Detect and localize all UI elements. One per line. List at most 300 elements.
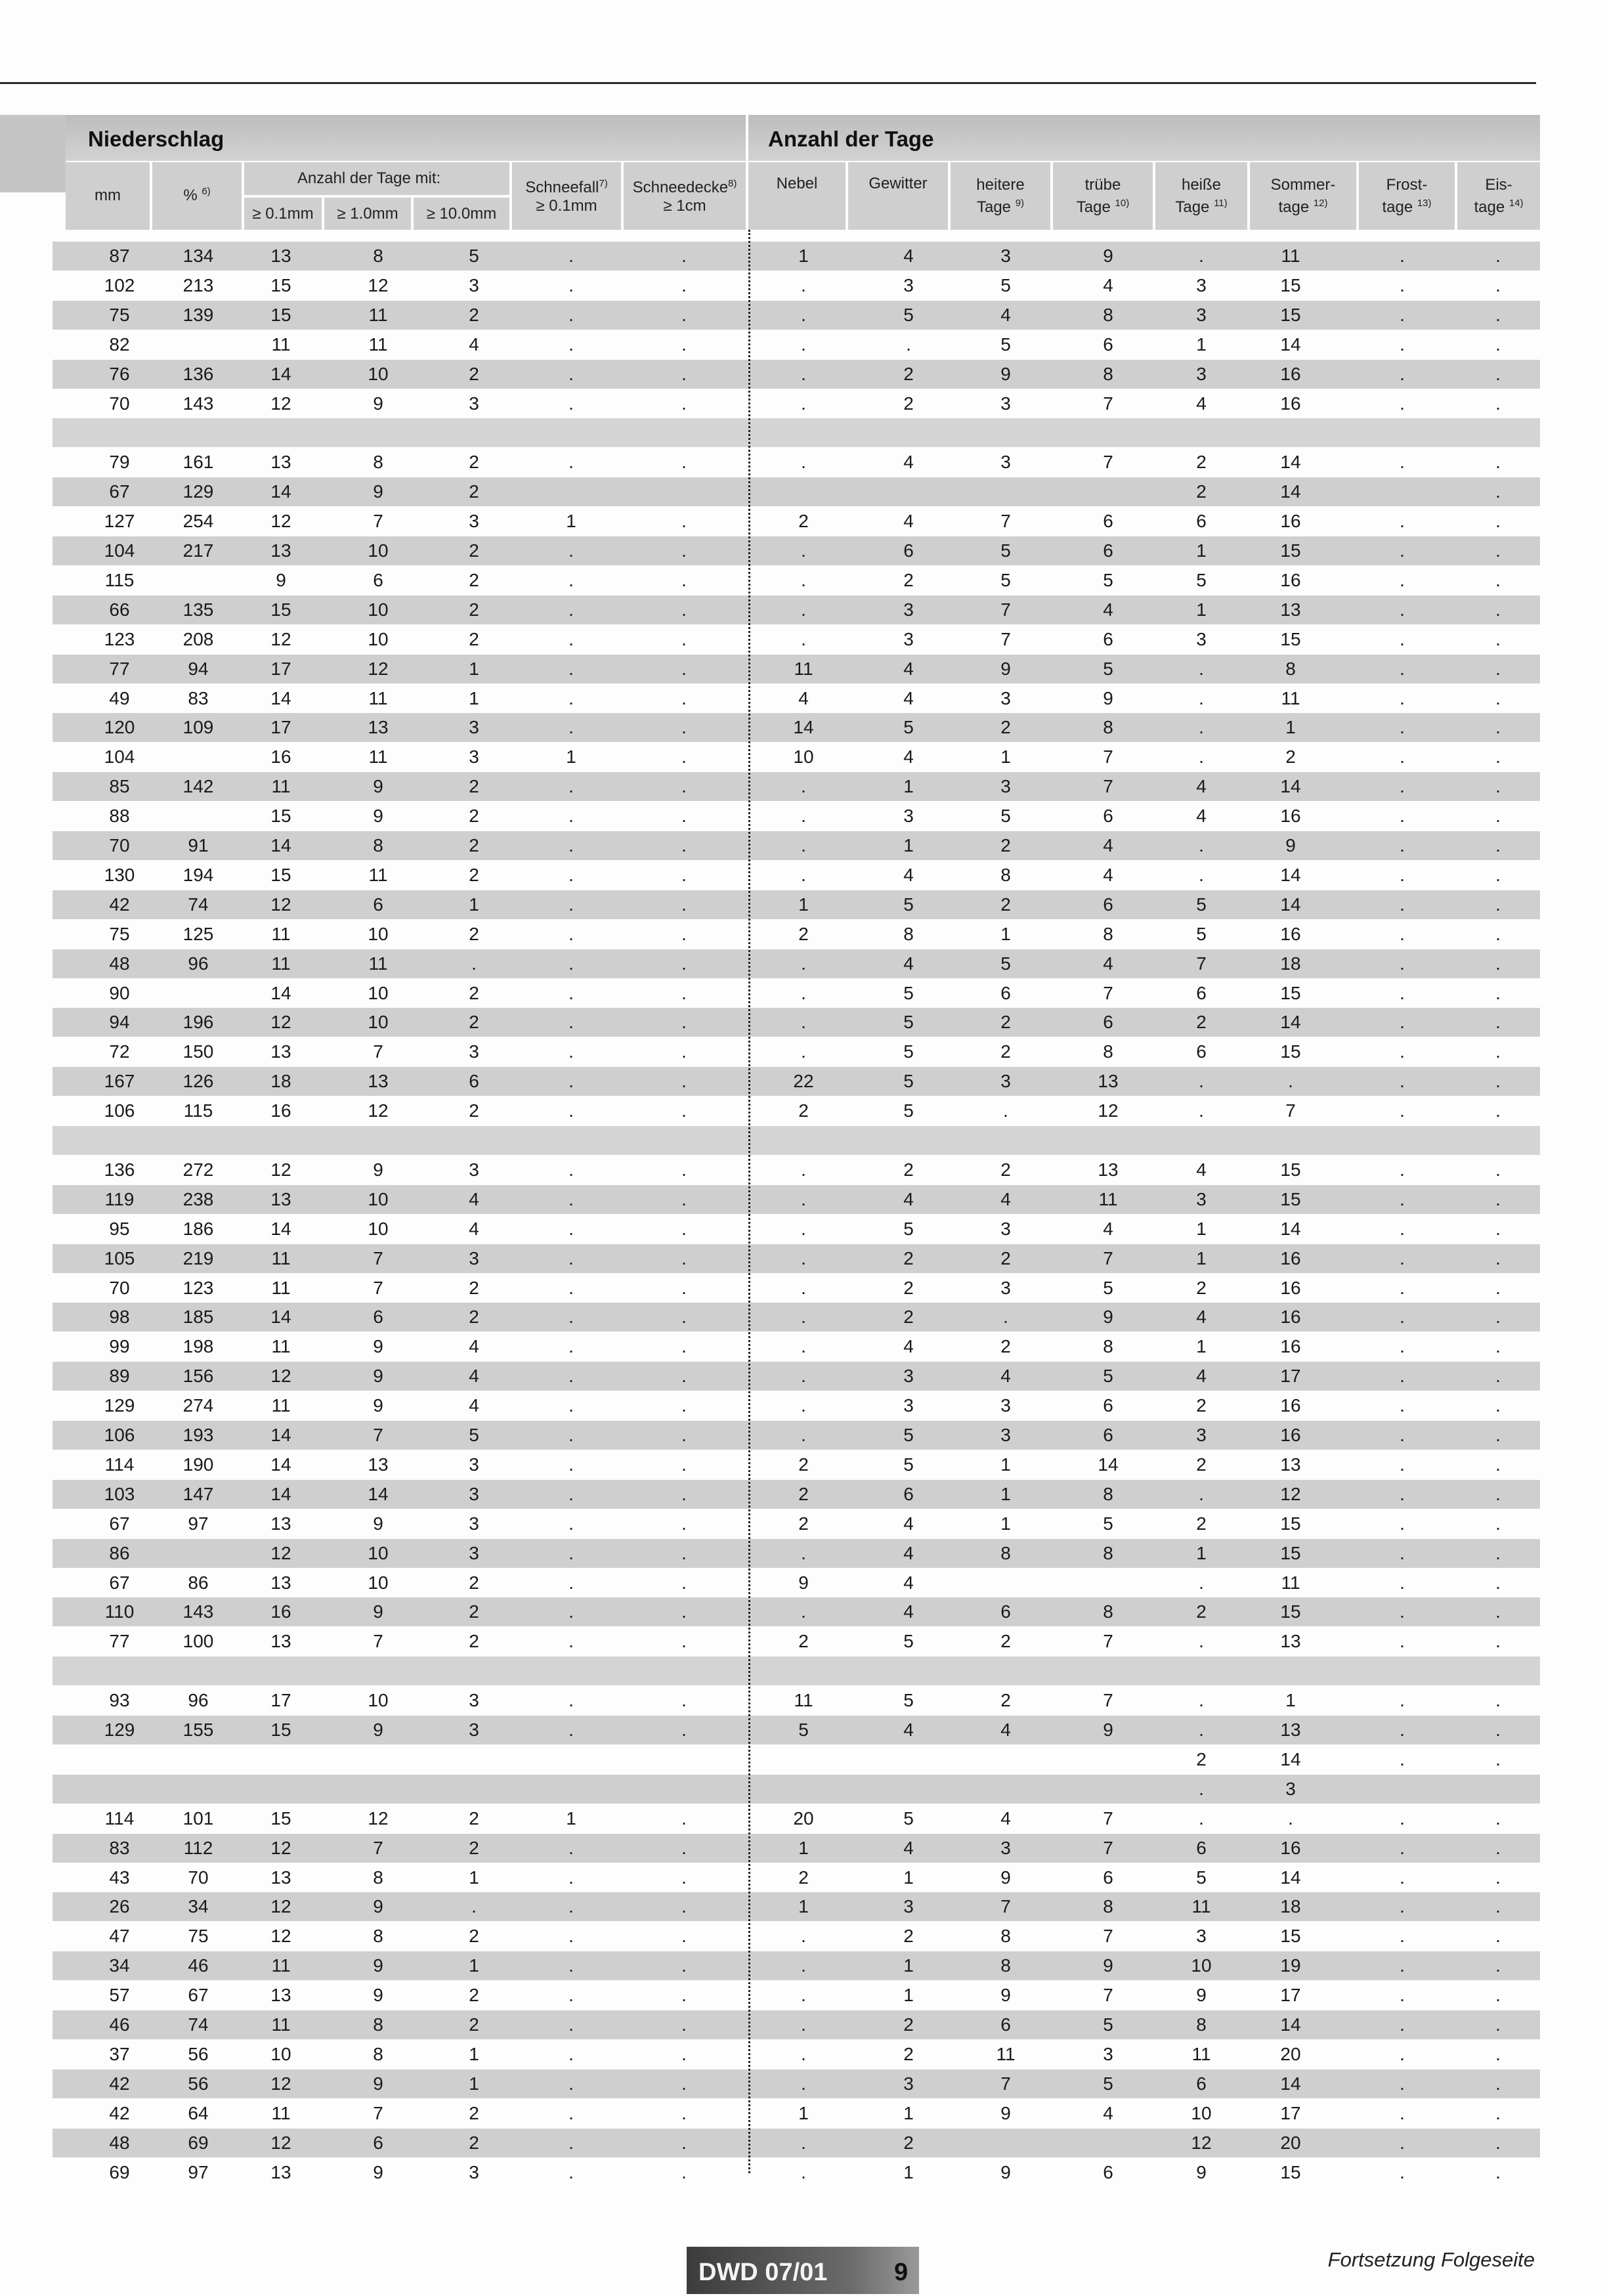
table-cell: 2	[903, 1307, 914, 1327]
table-row	[53, 1686, 1540, 1715]
table-cell: .	[1400, 806, 1405, 826]
table-cell: 17	[1280, 2103, 1301, 2123]
table-cell: 5	[469, 1425, 479, 1445]
table-cell: 2	[798, 1484, 809, 1504]
table-cell: .	[681, 835, 687, 856]
table-cell: 2	[1000, 1041, 1011, 1062]
table-spacer-row	[53, 1126, 1540, 1155]
table-cell: 12	[1191, 2133, 1212, 2153]
table-cell	[966, 1745, 1045, 1774]
table-cell: 238	[182, 1189, 214, 1209]
table-cell: .	[1495, 2103, 1501, 2123]
table-cell: 9	[1103, 1720, 1113, 1740]
table-row	[53, 1892, 1540, 1921]
table-cell: 2	[469, 924, 479, 944]
table-cell: .	[568, 659, 574, 679]
table-cell: .	[1495, 1926, 1501, 1946]
table-cell: 16	[1280, 1307, 1301, 1327]
table-cell: 86	[109, 1543, 130, 1563]
table-cell: 86	[188, 1572, 209, 1593]
table-cell: .	[681, 2103, 687, 2123]
table-cell: 3	[903, 1896, 914, 1917]
table-cell: .	[801, 2073, 806, 2094]
table-cell: 8	[1000, 1543, 1011, 1563]
table-cell: 13	[368, 717, 389, 737]
table-cell: 7	[1103, 1838, 1113, 1858]
table-cell: .	[681, 1720, 687, 1740]
table-cell: .	[681, 246, 687, 266]
table-cell: 12	[270, 1366, 291, 1386]
table-cell: 2	[469, 1838, 479, 1858]
table-cell: 136	[104, 1159, 135, 1180]
table-cell: 9	[373, 1955, 383, 1976]
table-cell: 83	[188, 688, 209, 708]
table-cell: .	[568, 334, 574, 355]
table-cell: 88	[109, 806, 130, 826]
table-cell: 3	[469, 2162, 479, 2182]
table-cell: 1	[1285, 1690, 1296, 1710]
table-cell: 5	[903, 1041, 914, 1062]
table-cell: .	[801, 1395, 806, 1416]
table-cell: 5	[1000, 275, 1011, 295]
table-row	[53, 802, 1540, 831]
table-cell: 5	[903, 717, 914, 737]
table-cell: 2	[1196, 1278, 1207, 1298]
table-cell: .	[681, 659, 687, 679]
table-cell: 9	[373, 2073, 383, 2094]
table-cell: .	[801, 540, 806, 561]
table-cell: 129	[104, 1720, 135, 1740]
table-cell: .	[1495, 1454, 1501, 1475]
table-cell: 9	[373, 776, 383, 796]
table-cell: 11	[271, 924, 291, 944]
table-cell: 4	[1000, 305, 1011, 325]
table-cell: .	[1400, 2044, 1405, 2064]
header-eis: Eis- tage $^{14)}$	[1457, 162, 1540, 230]
table-cell: .	[681, 1307, 687, 1327]
table-cell: 115	[104, 570, 135, 590]
table-cell: 9	[373, 1513, 383, 1534]
table-cell: 8	[1103, 1896, 1113, 1917]
table-row	[53, 2099, 1540, 2128]
table-cell: .	[1495, 1631, 1501, 1651]
table-cell: 10	[368, 1543, 389, 1563]
table-cell: 1	[1285, 717, 1296, 737]
table-cell: 15	[1280, 629, 1301, 649]
table-cell: 105	[104, 1248, 135, 1268]
table-row	[53, 743, 1540, 771]
table-cell: 7	[1103, 393, 1113, 414]
table-cell: .	[568, 2133, 574, 2153]
table-cell: 2	[903, 1159, 914, 1180]
table-cell: 254	[182, 511, 214, 531]
table-cell: 12	[270, 1838, 291, 1858]
table-cell: .	[568, 1336, 574, 1356]
table-cell: .	[1400, 924, 1405, 944]
table-cell: .	[1400, 452, 1405, 472]
table-row	[53, 1509, 1540, 1538]
table-cell: .	[1495, 776, 1501, 796]
table-cell: .	[1003, 1100, 1008, 1121]
table-cell: 11	[1098, 1189, 1118, 1209]
table-cell: 10	[368, 1012, 389, 1032]
table-cell	[966, 477, 1045, 506]
table-cell: 15	[270, 865, 291, 885]
table-cell: .	[681, 1219, 687, 1239]
table-row	[53, 890, 1540, 919]
table-cell: 190	[182, 1454, 214, 1475]
table-cell: 97	[188, 1513, 209, 1534]
table-cell: 4	[903, 1513, 914, 1534]
table-cell: 6	[1000, 2014, 1011, 2035]
table-cell: 10	[368, 1219, 389, 1239]
table-cell: 1	[1000, 747, 1011, 767]
table-cell: 18	[270, 1071, 291, 1091]
table-cell: 8	[1103, 305, 1113, 325]
table-cell: 5	[798, 1720, 809, 1740]
table-cell: 12	[270, 2073, 291, 2094]
table-cell: .	[1400, 1690, 1405, 1710]
table-cell: 14	[1280, 894, 1301, 915]
table-cell: .	[568, 1248, 574, 1268]
table-cell: 9	[373, 2162, 383, 2182]
table-cell: .	[801, 1041, 806, 1062]
table-row	[53, 979, 1540, 1008]
table-row	[53, 1951, 1540, 1980]
table-cell: 12	[1098, 1100, 1119, 1121]
table-cell: 4	[469, 1395, 479, 1416]
table-cell: .	[1400, 1071, 1405, 1091]
table-cell: 15	[1280, 275, 1301, 295]
table-cell: .	[568, 865, 574, 885]
table-cell: 10	[368, 540, 389, 561]
header-days-with: Anzahl der Tage mit:	[244, 162, 509, 195]
table-cell: 13	[270, 452, 291, 472]
table-cell: .	[681, 1248, 687, 1268]
table-cell: .	[801, 953, 806, 974]
table-cell: 15	[270, 599, 291, 620]
table-cell: 139	[182, 305, 214, 325]
table-cell: .	[681, 305, 687, 325]
table-cell: 6	[373, 894, 383, 915]
table-cell: 3	[1000, 776, 1011, 796]
table-cell: 3	[903, 599, 914, 620]
table-cell	[1459, 1775, 1537, 1804]
table-cell: 4	[1000, 1189, 1011, 1209]
table-cell: 198	[182, 1336, 214, 1356]
table-cell: 3	[903, 1395, 914, 1416]
table-cell: 7	[373, 1425, 383, 1445]
table-row	[53, 1981, 1540, 2010]
table-cell: 6	[1196, 1838, 1207, 1858]
table-row	[53, 713, 1540, 742]
table-cell: 6	[1103, 1867, 1113, 1888]
table-cell: 7	[1103, 776, 1113, 796]
table-cell: .	[1400, 2073, 1405, 2094]
table-cell: 167	[104, 1071, 135, 1091]
table-cell: .	[681, 1808, 687, 1829]
table-cell: 14	[1280, 1749, 1301, 1769]
table-cell: 119	[104, 1189, 135, 1209]
table-cell: .	[1495, 1425, 1501, 1445]
table-cell: .	[681, 1926, 687, 1946]
table-cell: 4	[1196, 393, 1207, 414]
table-cell: 6	[1103, 1425, 1113, 1445]
table-cell: 10	[1191, 1955, 1212, 1976]
table-cell: 9	[373, 1395, 383, 1416]
table-cell: 4	[1000, 1720, 1011, 1740]
table-cell: .	[801, 1278, 806, 1298]
table-cell: 127	[104, 511, 135, 531]
table-cell: 7	[1000, 629, 1011, 649]
table-cell: 4	[1196, 1366, 1207, 1386]
table-cell: .	[1495, 747, 1501, 767]
table-row	[53, 1244, 1540, 1273]
table-cell: 9	[1196, 1985, 1207, 2005]
table-cell: .	[801, 452, 806, 472]
table-cell: 155	[182, 1720, 214, 1740]
table-cell: .	[801, 1248, 806, 1268]
table-cell: 6	[903, 540, 914, 561]
table-cell: 186	[182, 1219, 214, 1239]
table-cell: .	[681, 570, 687, 590]
table-cell: 2	[798, 1454, 809, 1475]
table-cell: 114	[104, 1454, 135, 1475]
table-cell: 3	[1196, 305, 1207, 325]
table-cell: 109	[182, 717, 214, 737]
table-cell: .	[1400, 629, 1405, 649]
table-cell: 3	[903, 806, 914, 826]
table-cell	[242, 1775, 320, 1804]
table-cell: .	[681, 1100, 687, 1121]
table-cell: .	[1495, 924, 1501, 944]
header-heisse: heiße Tage $^{11)}$	[1155, 162, 1247, 230]
table-cell: .	[681, 865, 687, 885]
table-cell: 12	[368, 275, 389, 295]
table-cell	[242, 1745, 320, 1774]
table-cell: .	[1400, 953, 1405, 974]
table-cell	[645, 477, 723, 506]
table-cell: 9	[373, 1985, 383, 2005]
table-cell: .	[1199, 747, 1204, 767]
table-cell: .	[1495, 364, 1501, 384]
table-cell: .	[801, 629, 806, 649]
table-cell: 1	[798, 2103, 809, 2123]
table-cell: 10	[368, 924, 389, 944]
table-cell: .	[1495, 1572, 1501, 1593]
table-cell: .	[1400, 1543, 1405, 1563]
table-cell: 16	[1280, 1278, 1301, 1298]
table-cell: 90	[109, 983, 130, 1003]
table-cell: .	[1199, 1071, 1204, 1091]
table-cell: .	[1495, 1366, 1501, 1386]
table-cell: 11	[271, 334, 291, 355]
table-cell: 5	[903, 305, 914, 325]
table-row	[53, 477, 1540, 506]
table-cell: 13	[270, 1189, 291, 1209]
table-cell: 1	[469, 2073, 479, 2094]
table-cell: 75	[109, 924, 130, 944]
table-cell: 13	[1280, 1454, 1301, 1475]
section-days	[748, 115, 1540, 161]
table-cell: 1	[903, 1955, 914, 1976]
table-cell: 17	[1280, 1985, 1301, 2005]
table-cell: 142	[182, 776, 214, 796]
table-cell: .	[801, 1159, 806, 1180]
table-cell: 16	[1280, 1425, 1301, 1445]
table-cell: 5	[1000, 540, 1011, 561]
table-cell: .	[568, 1985, 574, 2005]
table-cell: .	[1400, 334, 1405, 355]
table-cell: 2	[469, 1985, 479, 2005]
table-cell: .	[801, 1955, 806, 1976]
table-cell: 85	[109, 776, 130, 796]
table-cell: 3	[1196, 1926, 1207, 1946]
table-cell: .	[681, 776, 687, 796]
table-cell: 5	[1103, 1366, 1113, 1386]
table-cell: .	[1400, 540, 1405, 561]
table-cell: 67	[109, 1572, 130, 1593]
table-cell	[869, 477, 948, 506]
table-cell: 67	[188, 1985, 209, 2005]
top-rule	[0, 82, 1536, 84]
table-cell: 5	[903, 1219, 914, 1239]
table-cell: 9	[1103, 1307, 1113, 1327]
table-cell: .	[681, 1572, 687, 1593]
table-cell: .	[568, 1100, 574, 1121]
table-cell: 13	[1098, 1071, 1119, 1091]
table-cell: .	[568, 570, 574, 590]
table-cell: .	[1495, 1189, 1501, 1209]
table-row	[53, 360, 1540, 389]
table-cell: 14	[270, 835, 291, 856]
table-cell: 9	[373, 393, 383, 414]
table-cell: .	[568, 246, 574, 266]
table-cell: 120	[104, 717, 135, 737]
table-cell: 3	[1103, 2044, 1113, 2064]
table-cell: 9	[1000, 1867, 1011, 1888]
table-cell: .	[1400, 1395, 1405, 1416]
table-cell: .	[1400, 1720, 1405, 1740]
table-cell: 2	[903, 364, 914, 384]
table-cell: .	[1495, 1838, 1501, 1858]
table-cell: .	[1199, 1631, 1204, 1651]
table-cell: .	[681, 2014, 687, 2035]
table-cell: 1	[903, 776, 914, 796]
table-cell: 219	[182, 1248, 214, 1268]
table-cell: 6	[1103, 334, 1113, 355]
table-row	[53, 1804, 1540, 1833]
table-cell: .	[681, 2044, 687, 2064]
table-cell: 5	[469, 246, 479, 266]
table-cell: .	[1400, 599, 1405, 620]
table-cell: .	[1400, 865, 1405, 885]
table-cell: .	[681, 953, 687, 974]
table-cell	[159, 330, 238, 359]
table-cell: 3	[1196, 629, 1207, 649]
table-cell: .	[1495, 717, 1501, 737]
table-cell: 2	[1196, 481, 1207, 502]
table-cell: 143	[182, 1601, 214, 1622]
table-cell: 6	[1103, 2162, 1113, 2182]
table-cell: 1	[1196, 1336, 1207, 1356]
table-row	[53, 1362, 1540, 1391]
table-cell: 79	[109, 452, 130, 472]
table-cell: 5	[1103, 1278, 1113, 1298]
table-cell: .	[1199, 688, 1204, 708]
table-cell: .	[681, 334, 687, 355]
table-cell: .	[681, 2162, 687, 2182]
table-cell: 14	[1280, 1867, 1301, 1888]
table-cell: .	[1495, 1100, 1501, 1121]
table-cell: 8	[373, 2014, 383, 2035]
table-cell: 13	[270, 1041, 291, 1062]
table-cell: 16	[1280, 924, 1301, 944]
table-cell: .	[681, 806, 687, 826]
table-cell: .	[681, 1985, 687, 2005]
table-cell: 11	[271, 953, 291, 974]
table-cell: 2	[1196, 1513, 1207, 1534]
table-cell: .	[681, 983, 687, 1003]
table-cell: 217	[182, 540, 214, 561]
table-cell: 99	[109, 1336, 130, 1356]
table-cell: 6	[373, 570, 383, 590]
table-cell: 14	[270, 1307, 291, 1327]
table-cell: .	[801, 2133, 806, 2153]
table-cell: 2	[798, 1631, 809, 1651]
table-cell: 15	[1280, 1543, 1301, 1563]
table-cell: 5	[1103, 659, 1113, 679]
table-cell: .	[801, 2014, 806, 2035]
table-cell: 17	[1280, 1366, 1301, 1386]
table-cell: 2	[469, 983, 479, 1003]
table-cell: 2	[903, 2133, 914, 2153]
table-cell: 9	[373, 1336, 383, 1356]
table-cell: 11	[1281, 1572, 1300, 1593]
table-cell: .	[1400, 2103, 1405, 2123]
table-cell: .	[681, 747, 687, 767]
table-cell: 9	[1000, 364, 1011, 384]
table-cell	[1069, 477, 1147, 506]
table-cell: 114	[104, 1808, 135, 1829]
table-cell: 3	[903, 275, 914, 295]
table-cell: 5	[1000, 806, 1011, 826]
table-cell: 2	[469, 2103, 479, 2123]
table-cell: 2	[1000, 1336, 1011, 1356]
table-cell: .	[801, 1336, 806, 1356]
table-cell: .	[1495, 1749, 1501, 1769]
table-cell: 4	[1103, 865, 1113, 885]
table-cell: .	[681, 1336, 687, 1356]
table-cell	[435, 1745, 513, 1774]
table-cell: .	[568, 1425, 574, 1445]
table-cell: .	[1400, 275, 1405, 295]
table-cell: 1	[566, 511, 576, 531]
table-cell: 1	[1196, 1248, 1207, 1268]
table-cell: .	[801, 806, 806, 826]
table-row	[53, 1716, 1540, 1744]
table-cell: .	[801, 570, 806, 590]
table-cell: .	[1199, 659, 1204, 679]
table-cell	[532, 477, 611, 506]
table-cell: .	[568, 806, 574, 826]
table-row	[53, 1156, 1540, 1184]
header-truebe: trübe Tage $^{10)}$	[1053, 162, 1153, 230]
table-cell: .	[1495, 1985, 1501, 2005]
table-cell: 4	[1196, 806, 1207, 826]
table-cell: .	[801, 2162, 806, 2182]
table-cell: 7	[1000, 2073, 1011, 2094]
